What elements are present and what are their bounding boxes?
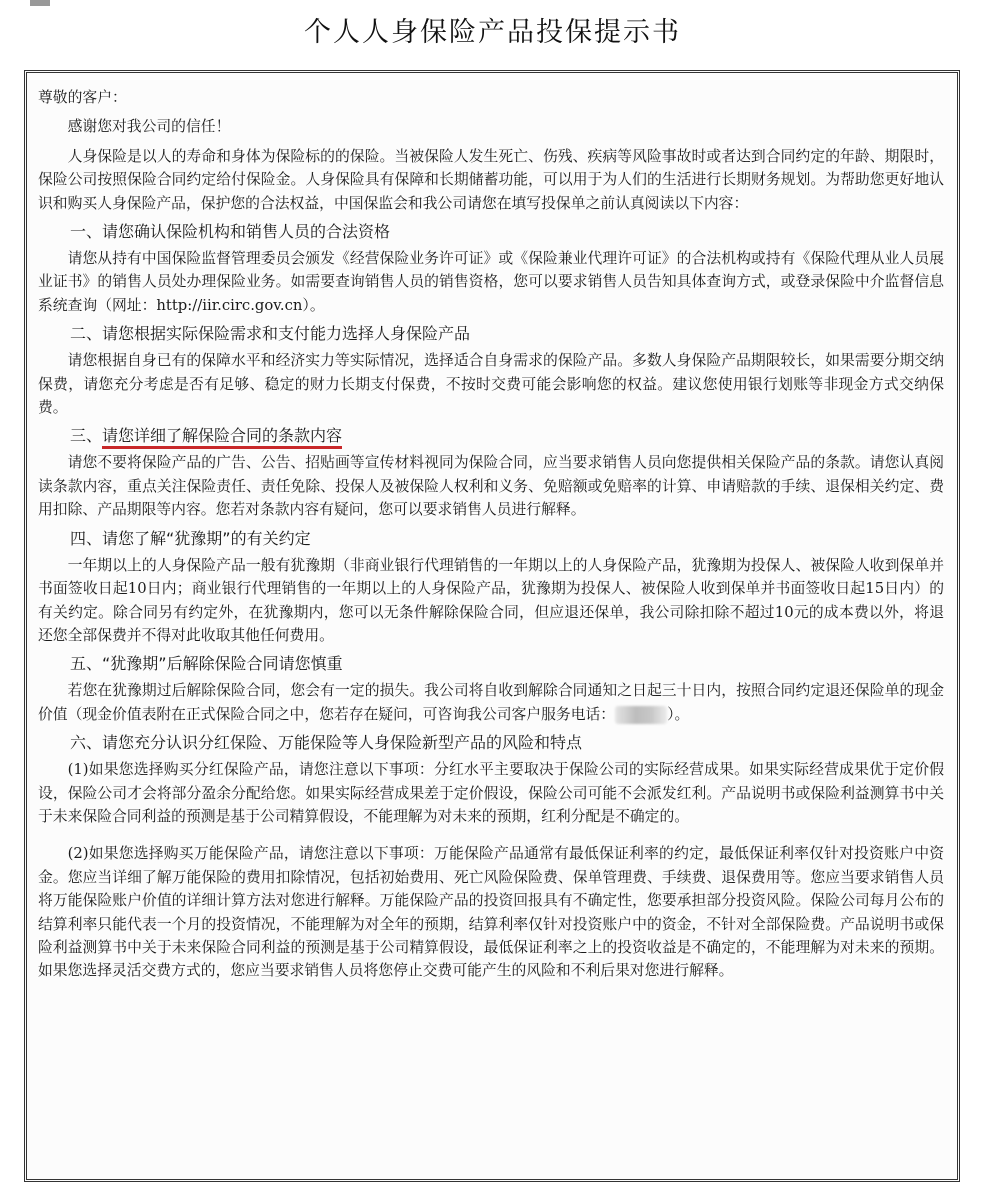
greeting: 尊敬的客户： <box>38 89 127 106</box>
section-6-item-2: (2)如果您选择购买万能保险产品，请您注意以下事项：万能保险产品通常有最低保证利率的约定，最低保证利率仅针对投资账户中资金。您应当详细了解万能保险的费用扣除情况，包括初始费用、死亡风险保险费、保单管理费、手续费、退保费用等。您应当要求销售人员将万能保险账户价值的详细计算方法对您进行解释。万能保险产品的投资回报具有不确定性，您要承担部分投资风险。保险公司每月公布的结算利率只能代表一个月的投资情况，不能理解为对全年的预期，结算利率仅针对投资账户中的资金，不针对全部保险费。产品说明书或保险利益测算书中关于未来保险合同利益的预测是基于公司精算假设，最低保证利率之上的投资收益是不确定的，不能理解为对未来的预期。如果您选择灵活交费方式的，您应当要求销售人员将您停止交费可能产生的风险和不利后果对您进行解释。 <box>38 845 944 980</box>
section-2-body: 请您根据自身已有的保障水平和经济实力等实际情况，选择适合自身需求的保险产品。多数人身保险产品期限较长，如果需要分期交纳保费，请您充分考虑是否有足够、稳定的财力长期支付保费，不按时交费可能会影响您的权益。建议您使用银行划账等非现金方式交纳保费。 <box>38 352 944 417</box>
section-5-body-text: 若您在犹豫期过后解除保险合同，您会有一定的损失。我公司将自收到解除合同通知之日起三十日内，按照合同约定退还保险单的现金价值（现金价值表附在正式保险合同之中，您若存在疑问，可咨询我公司客户服务电话： <box>38 682 944 723</box>
section-5-body-end: ）。 <box>667 705 690 723</box>
section-6-title: 六、请您充分认识分红保险、万能保险等人身保险新型产品的风险和特点 <box>70 733 583 753</box>
redacted-phone <box>615 706 667 724</box>
spacer <box>38 828 944 842</box>
section-2-title: 二、请您根据实际保险需求和支付能力选择人身保险产品 <box>70 324 471 344</box>
document-title: 个人人身保险产品投保提示书 <box>304 17 681 48</box>
section-4-body: 一年期以上的人身保险产品一般有犹豫期（非商业银行代理销售的一年期以上的人身保险产品，犹豫期为投保人、被保险人收到保单并书面签收日起10日内；商业银行代理销售的一年期以上的人身保险产品，犹豫期为投保人、被保险人收到保单并书面签收日起15日内）的有关约定。除合同另有约定外，在犹豫期内，您可以无条件解除保险合同，但应退还保单，我公司除扣除不超过10元的成本费以外，将退还您全部保费并不得对此收取其他任何费用。 <box>38 556 944 644</box>
section-3-title-highlight: 请您详细了解保险合同的条款内容 <box>102 426 342 449</box>
section-3-body: 请您不要将保险产品的广告、公告、招贴画等宣传材料视同为保险合同，应当要求销售人员向您提供相关保险产品的条款。请您认真阅读条款内容，重点关注保险责任、责任免除、投保人及被保险人权利和义务、免赔额或免赔率的计算、申请赔款的手续、退保相关约定、费用扣除、产品期限等内容。您若对条款内容有疑问，您可以要求销售人员进行解释。 <box>38 454 944 519</box>
section-6-item-1: (1)如果您选择购买分红保险产品，请您注意以下事项：分红水平主要取决于保险公司的实际经营成果。如果实际经营成果优于定价假设，保险公司才会将部分盈余分配给您。如果实际经营成果差于定价假设，保险公司可能不会派发红利。产品说明书或保险利益测算书中关于未来保险合同利益的预测是基于公司精算假设，不能理解为对未来的预期，红利分配是不确定的。 <box>38 761 944 825</box>
scan-corner-mark <box>30 0 50 6</box>
section-5-title: 五、“犹豫期”后解除保险合同请您慎重 <box>70 654 343 674</box>
section-1-body: 请您从持有中国保险监督管理委员会颁发《经营保险业务许可证》或《保险兼业代理许可证》的合法机构或持有《保险代理从业人员展业证书》的销售人员处办理保险业务。如需要查询销售人员的销售资格，您可以要求销售人员告知具体查询方式，或登录保险中介监督信息系统查询（网址：http://iir.circ.gov.cn）。 <box>38 250 944 314</box>
section-3-title-prefix: 三、 <box>70 426 103 446</box>
document-body <box>38 80 944 983</box>
section-3-title <box>38 423 944 449</box>
section-5-body <box>38 679 944 726</box>
section-4-title: 四、请您了解“犹豫期”的有关约定 <box>70 528 311 548</box>
thanks-line: 感谢您对我公司的信任！ <box>67 118 231 136</box>
section-1-title: 一、请您确认保险机构和销售人员的合法资格 <box>70 222 391 242</box>
intro-paragraph: 人身保险是以人的寿命和身体为保险标的的保险。当被保险人发生死亡、伤残、疾病等风险事故时或者达到合同约定的年龄、期限时，保险公司按照保险合同约定给付保险金。人身保险具有保障和长期储蓄功能，可以用于为人们的生活进行长期财务规划。为帮助您更好地认识和购买人身保险产品，保护您的合法权益，中国保监会和我公司请您在填写投保单之前认真阅读以下内容： <box>38 147 944 212</box>
